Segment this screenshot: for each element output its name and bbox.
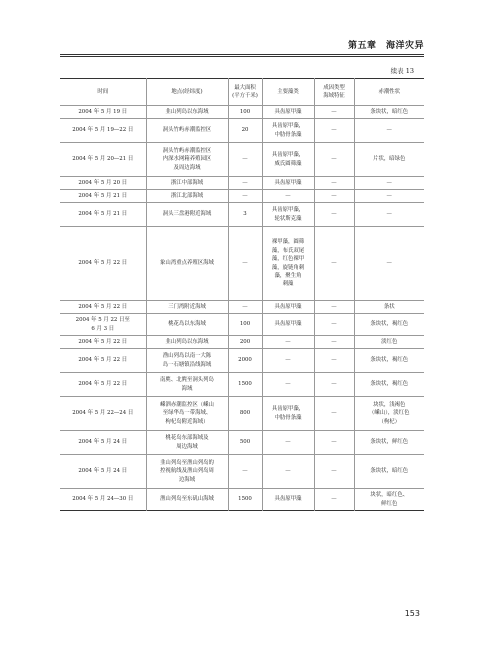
cell-algae: 具齿原甲藻， 中肋骨条藻 bbox=[262, 397, 314, 431]
table-row bbox=[60, 336, 424, 349]
table-row bbox=[60, 373, 424, 397]
cell-time: 2004 年 5 月 22 日 bbox=[60, 373, 146, 397]
cell-location: 象山湾重点养殖区海域 bbox=[146, 227, 228, 301]
table-row bbox=[60, 349, 424, 373]
cell-algae: 具齿原甲藻 bbox=[262, 314, 314, 336]
cell-time: 2004 年 5 月 20 日 bbox=[60, 177, 146, 190]
cell-location: 洞头竹屿赤潮监控区 内深水网箱养殖园区 及周边海域 bbox=[146, 143, 228, 177]
cell-traits: 条块状，褐红色 bbox=[354, 373, 424, 397]
cell-algae: 具齿原甲藻， 中肋骨条藻 bbox=[262, 119, 314, 143]
cell-cause: — bbox=[314, 336, 354, 349]
cell-cause: — bbox=[314, 314, 354, 336]
cell-area: 3 bbox=[228, 203, 262, 227]
table-body bbox=[60, 106, 424, 511]
cell-cause: — bbox=[314, 227, 354, 301]
cell-location: 浙江中部海域 bbox=[146, 177, 228, 190]
cell-time: 2004 年 5 月 22 日 bbox=[60, 227, 146, 301]
cell-location: 韭山列岛以东海域 bbox=[146, 106, 228, 119]
header-rule bbox=[60, 54, 424, 57]
cell-algae: 具齿原甲藻， 威氏圆筛藻 bbox=[262, 143, 314, 177]
cell-traits: — bbox=[354, 177, 424, 190]
cell-time: 2004 年 5 月 24 日 bbox=[60, 455, 146, 489]
column-header-algae: 主要藻类 bbox=[262, 79, 314, 106]
table-header-row bbox=[60, 79, 424, 106]
cell-area: 20 bbox=[228, 119, 262, 143]
cell-traits: — bbox=[354, 190, 424, 203]
cell-cause: — bbox=[314, 203, 354, 227]
table-continuation-label: 续表 13 bbox=[390, 67, 414, 75]
cell-time: 2004 年 5 月 22 日 bbox=[60, 301, 146, 314]
column-header-area: 最大面积 (平方千米) bbox=[228, 79, 262, 106]
cell-algae: 具齿原甲藻 bbox=[262, 301, 314, 314]
cell-algae: 具齿原甲藻 bbox=[262, 106, 314, 119]
cell-cause: — bbox=[314, 106, 354, 119]
cell-location: 桃花岛东部海域及 周边海域 bbox=[146, 431, 228, 455]
cell-area: 1500 bbox=[228, 373, 262, 397]
table-row bbox=[60, 301, 424, 314]
cell-traits: 块状，浅褐色 （嵊山），淡红色 （枸杞） bbox=[354, 397, 424, 431]
cell-area: 100 bbox=[228, 314, 262, 336]
red-tide-table bbox=[60, 78, 424, 511]
cell-time: 2004 年 5 月 22 日 bbox=[60, 349, 146, 373]
cell-cause: — bbox=[314, 301, 354, 314]
cell-traits: — bbox=[354, 227, 424, 301]
cell-location: 洞头竹屿赤潮监控区 bbox=[146, 119, 228, 143]
table-row bbox=[60, 119, 424, 143]
cell-cause: — bbox=[314, 455, 354, 489]
cell-cause: — bbox=[314, 431, 354, 455]
cell-cause: — bbox=[314, 190, 354, 203]
cell-area: 100 bbox=[228, 106, 262, 119]
cell-time: 2004 年 5 月 22—24 日 bbox=[60, 397, 146, 431]
cell-cause: — bbox=[314, 349, 354, 373]
cell-cause: — bbox=[314, 143, 354, 177]
cell-traits: 条块状，暗红色 bbox=[354, 455, 424, 489]
cell-traits: 条块状，褐红色 bbox=[354, 349, 424, 373]
cell-traits: 块状，暗红色、 鲜红色 bbox=[354, 489, 424, 511]
cell-area: — bbox=[228, 301, 262, 314]
cell-traits: 条块状，褐红色 bbox=[354, 314, 424, 336]
cell-area: 1500 bbox=[228, 489, 262, 511]
cell-location: 桃花岛以东海域 bbox=[146, 314, 228, 336]
page-number: 153 bbox=[404, 609, 420, 618]
cell-algae: — bbox=[262, 336, 314, 349]
cell-algae: 具齿原甲藻， 轮状斯克藻 bbox=[262, 203, 314, 227]
cell-area: — bbox=[228, 455, 262, 489]
cell-algae: 具齿原甲藻 bbox=[262, 489, 314, 511]
table-row bbox=[60, 106, 424, 119]
cell-time: 2004 年 5 月 24—30 日 bbox=[60, 489, 146, 511]
cell-traits: 条块状，暗红色 bbox=[354, 106, 424, 119]
cell-time: 2004 年 5 月 24 日 bbox=[60, 431, 146, 455]
table-row bbox=[60, 455, 424, 489]
cell-area: — bbox=[228, 227, 262, 301]
cell-area: 500 bbox=[228, 431, 262, 455]
cell-cause: — bbox=[314, 397, 354, 431]
column-header-traits: 赤潮性状 bbox=[354, 79, 424, 106]
cell-traits: 条块状，鲜红色 bbox=[354, 431, 424, 455]
cell-traits: 片状，暗绿色 bbox=[354, 143, 424, 177]
cell-traits: — bbox=[354, 203, 424, 227]
table-row bbox=[60, 177, 424, 190]
cell-algae: — bbox=[262, 373, 314, 397]
cell-area: — bbox=[228, 143, 262, 177]
table-row bbox=[60, 431, 424, 455]
cell-time: 2004 年 5 月 19 日 bbox=[60, 106, 146, 119]
column-header-location: 地点(经纬度) bbox=[146, 79, 228, 106]
cell-algae: — bbox=[262, 455, 314, 489]
cell-location: 嵊泗赤潮监控区（嵊山 至绿华岛一带海域、 枸杞岛附近海域） bbox=[146, 397, 228, 431]
cell-traits: 淡红色 bbox=[354, 336, 424, 349]
cell-time: 2004 年 5 月 22 日至 6 月 3 日 bbox=[60, 314, 146, 336]
cell-algae: 具齿原甲藻 bbox=[262, 177, 314, 190]
cell-location: 韭山列岛以东海域 bbox=[146, 336, 228, 349]
cell-time: 2004 年 5 月 19—22 日 bbox=[60, 119, 146, 143]
table-row bbox=[60, 143, 424, 177]
column-header-cause: 成因类型 海域特征 bbox=[314, 79, 354, 106]
table-row bbox=[60, 227, 424, 301]
cell-area: 800 bbox=[228, 397, 262, 431]
column-header-time: 时间 bbox=[60, 79, 146, 106]
cell-algae: — bbox=[262, 431, 314, 455]
cell-cause: — bbox=[314, 119, 354, 143]
cell-cause: — bbox=[314, 177, 354, 190]
cell-time: 2004 年 5 月 22 日 bbox=[60, 336, 146, 349]
chapter-title: 第五章 海洋灾异 bbox=[347, 41, 424, 51]
cell-area: 200 bbox=[228, 336, 262, 349]
cell-time: 2004 年 5 月 21 日 bbox=[60, 203, 146, 227]
cell-area: — bbox=[228, 177, 262, 190]
cell-algae: 裸甲藻，圆筛 藻，布氏双尾 藻，红色裸甲 藻，旋链角刺 藻，聚生角 刺藻 bbox=[262, 227, 314, 301]
cell-location: 南麂、北麂至洞头列岛 海域 bbox=[146, 373, 228, 397]
cell-algae: — bbox=[262, 349, 314, 373]
cell-time: 2004 年 5 月 21 日 bbox=[60, 190, 146, 203]
cell-cause: — bbox=[314, 373, 354, 397]
table-row bbox=[60, 203, 424, 227]
cell-location: 渔山列岛以南一大陈 岛一石塘镇沿线海域 bbox=[146, 349, 228, 373]
cell-cause: — bbox=[314, 489, 354, 511]
table-row bbox=[60, 397, 424, 431]
cell-traits: — bbox=[354, 119, 424, 143]
cell-location: 洞头三盘港附近海域 bbox=[146, 203, 228, 227]
cell-location: 浙江北部海域 bbox=[146, 190, 228, 203]
cell-traits: 条状 bbox=[354, 301, 424, 314]
table-row bbox=[60, 489, 424, 511]
cell-location: 渔山列岛至东矶山海域 bbox=[146, 489, 228, 511]
table-row bbox=[60, 190, 424, 203]
cell-time: 2004 年 5 月 20—21 日 bbox=[60, 143, 146, 177]
table-row bbox=[60, 314, 424, 336]
cell-algae: — bbox=[262, 190, 314, 203]
cell-location: 三门湾附近海域 bbox=[146, 301, 228, 314]
cell-area: — bbox=[228, 190, 262, 203]
cell-location: 韭山列岛至渔山列岛的 控视航线及渔山列岛周 边海域 bbox=[146, 455, 228, 489]
cell-area: 2000 bbox=[228, 349, 262, 373]
